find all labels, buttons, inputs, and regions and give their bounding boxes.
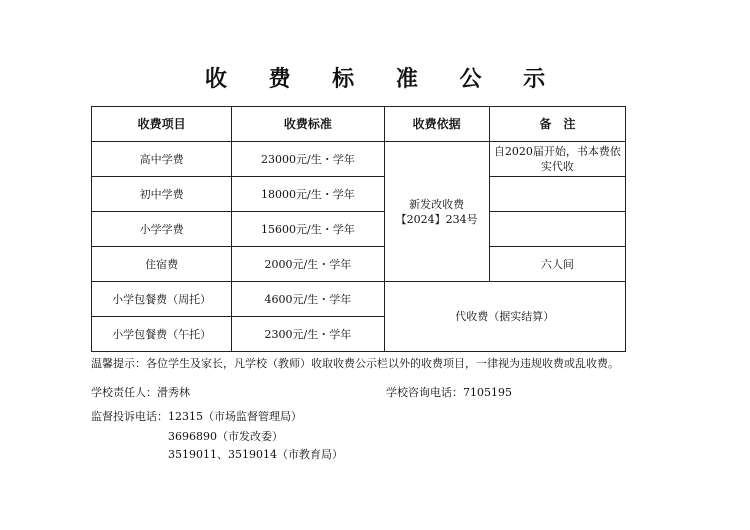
row-note: 六人间 [489, 247, 625, 282]
row-note: 自2020届开始，书本费依实代收 [489, 142, 625, 177]
table-header-row [92, 107, 626, 142]
page-title: 收 费 标 准 公 示 [204, 67, 563, 92]
table-row [92, 282, 626, 317]
table-row [92, 142, 626, 177]
row-item: 小学包餐费（午托） [92, 317, 232, 352]
basis-line-2: 【2024】234号 [395, 212, 478, 226]
row-standard: 2300元/生・学年 [232, 317, 384, 352]
supervision-phone-2: 3696890（市发改委） [168, 430, 283, 443]
row-standard: 18000元/生・学年 [232, 177, 384, 212]
row-note [489, 177, 625, 212]
row-item: 高中学费 [92, 142, 232, 177]
basis-cell [384, 142, 489, 282]
supervision-phone-1: 监督投诉电话：12315（市场监督管理局） [91, 410, 302, 423]
header-note: 备 注 [489, 107, 625, 142]
header-item: 收费项目 [92, 107, 232, 142]
table-row [92, 177, 626, 212]
basis-line-1: 新发改收费 [409, 197, 465, 211]
table-row [92, 247, 626, 282]
meal-basis-cell: 代收费（据实结算） [384, 282, 625, 352]
row-standard: 2000元/生・学年 [232, 247, 384, 282]
row-note [489, 212, 625, 247]
fee-table [91, 106, 626, 352]
responsible-person: 学校责任人：滑秀林 [91, 386, 190, 399]
school-hotline: 学校咨询电话：7105195 [386, 386, 512, 399]
row-standard: 4600元/生・学年 [232, 282, 384, 317]
table-row [92, 212, 626, 247]
supervision-phone-3: 3519011、3519014（市教育局） [168, 448, 343, 461]
warning-note: 温馨提示：各位学生及家长，凡学校（教师）收取收费公示栏以外的收费项目，一律视为违规收费或乱收费。 [91, 357, 619, 370]
row-standard: 15600元/生・学年 [232, 212, 384, 247]
header-basis: 收费依据 [384, 107, 489, 142]
row-item: 小学学费 [92, 212, 232, 247]
row-standard: 23000元/生・学年 [232, 142, 384, 177]
row-item: 住宿费 [92, 247, 232, 282]
header-standard: 收费标准 [232, 107, 384, 142]
row-item: 小学包餐费（周托） [92, 282, 232, 317]
row-item: 初中学费 [92, 177, 232, 212]
